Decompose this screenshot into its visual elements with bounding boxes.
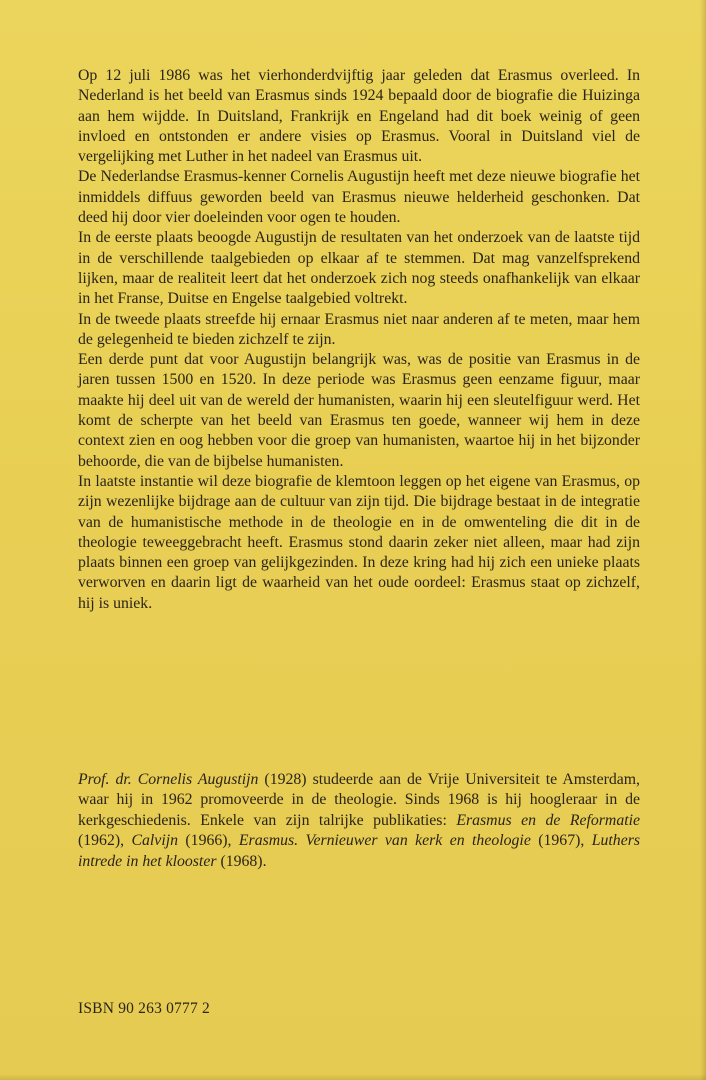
isbn-number: ISBN 90 263 0777 2 <box>78 1000 210 1017</box>
paragraph-augustijn: De Nederlandse Erasmus-kenner Cornelis Augustijn heeft met deze nieuwe biografie het inmiddels diffuus geworden beeld van Erasmus nieuwe helderheid geschonken. Dat deed hij door vier doeleinden voor ogen te houden. <box>78 168 640 227</box>
publication-title: Calvijn <box>131 832 178 850</box>
paragraph-second-goal: In de tweede plaats streefde hij ernaar Erasmus niet naar anderen af te meten, maar hem de gelegenheid te bieden zichzelf te zijn. <box>78 310 640 348</box>
paragraph-third-goal: Een derde punt dat voor Augustijn belangrijk was, was de positie van Erasmus in de jaren tussen 1500 en 1520. In deze periode was Erasmus geen eenzame figuur, maar maakte hij deel uit van de wereld der humanisten, waarin hij een sleutelfiguur werd. Het komt de scherpte van het beeld van Erasmus ten goede, wanneer wij hem in deze context zien en oog hebben voor die groep van humanisten, waartoe hij in het bijzonder behoorde, die van de bijbelse humanisten. <box>78 351 640 470</box>
publication-title: Luthers intrede in het klooster <box>78 832 640 870</box>
page-edge-shadow <box>700 0 706 1080</box>
publication-title: Erasmus. Vernieuwer van kerk en theologie <box>238 832 531 850</box>
paragraph-first-goal: In de eerste plaats beoogde Augustijn de resultaten van het onderzoek van de laatste tijd in de verschillende taalgebieden op elkaar af te stemmen. Dat mag vanzelfsprekend lijken, maar de realiteit leert dat het onderzoek zich nog steeds onafhankelijk van elkaar in het Franse, Duitse en Engelse taalgebied voltrekt. <box>78 229 640 308</box>
publication-title: Erasmus en de Reformatie <box>456 811 641 829</box>
bio-text: (1968). <box>216 852 267 870</box>
author-bio <box>78 770 640 873</box>
blurb <box>78 66 640 614</box>
bio-text: (1962), <box>78 832 132 850</box>
paragraph-fourth-goal: In laatste instantie wil deze biografie de klemtoon leggen op het eigene van Erasmus, op zijn wezenlijke bijdrage aan de cultuur van zijn tijd. Die bijdrage bestaat in de integratie van de humanistische methode in de theologie en in de omwenteling die dit in de theologie teweeggebracht heeft. Erasmus stond daarin zeker niet alleen, maar had zijn plaats binnen een groep van gelijkgezinden. In deze kring had hij zich een unieke plaats verworven en daarin ligt de waarheid van het oude oordeel: Erasmus staat op zichzelf, hij is uniek. <box>78 472 640 612</box>
paragraph-intro: Op 12 juli 1986 was het vierhonderdvijftig jaar geleden dat Erasmus overleed. In Nederland is het beeld van Erasmus sinds 1924 bepaald door de biografie die Huizinga aan hem wijdde. In Duitsland, Frankrijk en Engeland had dit boek weinig of geen invloed en ontstonden er andere visies op Erasmus. Vooral in Duitsland viel de vergelijking met Luther in het nadeel van Erasmus uit. <box>78 67 640 166</box>
bio-text: (1966), <box>178 832 239 850</box>
page-bottom-shadow <box>0 1074 706 1080</box>
bio-text: (1967), <box>530 832 592 850</box>
bio-text: (1928) studeerde aan de Vrije Universiteit te Amsterdam, waar hij in 1962 promoveerde in de theologie. Sinds 1968 is hij hoogleraar in de kerkgeschiedenis. Enkele van zijn talrijke publikaties: <box>78 770 640 829</box>
author-name: Prof. dr. Cornelis Augustijn <box>78 770 259 788</box>
